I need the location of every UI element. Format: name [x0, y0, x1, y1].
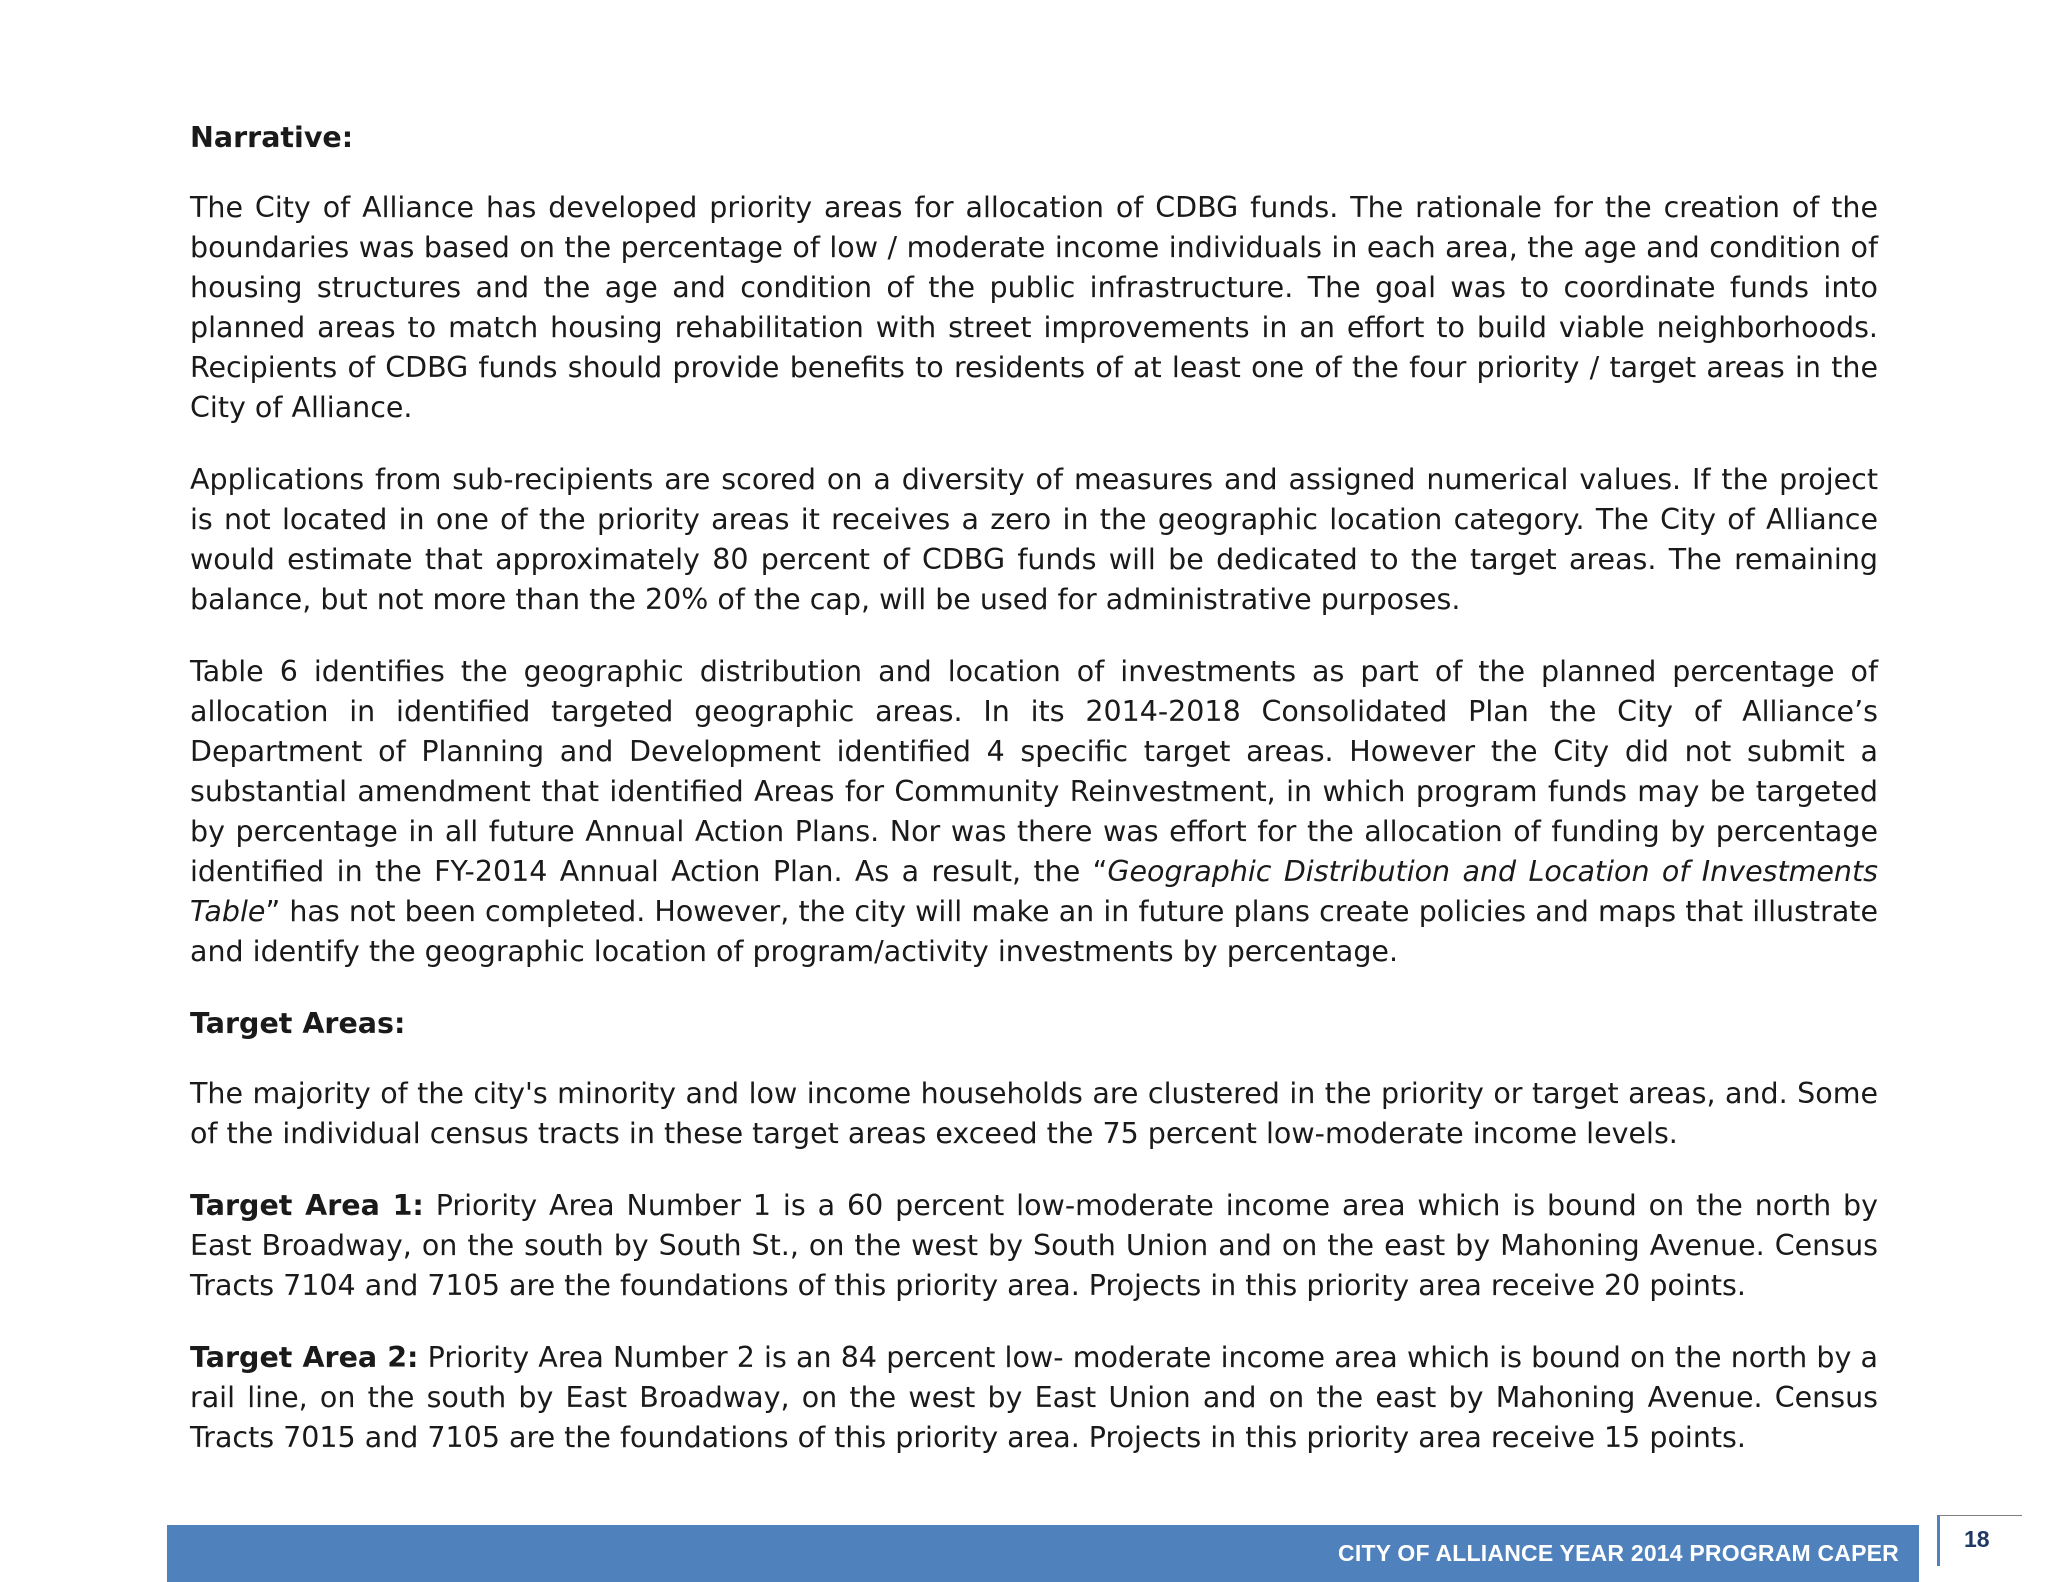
target-area-2-paragraph: [190, 1338, 1878, 1458]
target-area-1-paragraph: [190, 1186, 1878, 1306]
narrative-heading: Narrative:: [190, 121, 354, 154]
narrative-paragraph-3-text-end: ” has not been completed. However, the city will make an in future plans create policies and maps that illustrate and identify the geographic location of program/activity investments by percentage.: [190, 895, 1878, 968]
footer-title: CITY OF ALLIANCE YEAR 2014 PROGRAM CAPER: [1338, 1540, 1899, 1566]
narrative-paragraph-1: The City of Alliance has developed priority areas for allocation of CDBG funds. The rationale for the creation of the boundaries was based on the percentage of low / moderate income individuals in each area, the age and condition of housing structures and the age and condition of the public infrastructure. The goal was to coordinate funds into planned areas to match housing rehabilitation with street improvements in an effort to build viable neighborhoods. Recipients of CDBG funds should provide benefits to residents of at least one of the four priority / target areas in the City of Alliance.: [190, 191, 1878, 424]
narrative-paragraph-3: [190, 652, 1878, 972]
target-area-1-text: Priority Area Number 1 is a 60 percent low-moderate income area which is bound on the north by East Broadway, on the south by South St., on the west by South Union and on the east by Mahoning Avenue. Census Tracts 7104 and 7105 are the foundations of this priority area. Projects in this priority area receive 20 points.: [190, 1189, 1878, 1302]
table-title-italic: Geographic Distribution and Location of Investments Table: [190, 855, 1879, 928]
target-area-1-label: Target Area 1:: [190, 1189, 424, 1222]
document-body: [190, 118, 1878, 1490]
target-areas-intro: The majority of the city's minority and low income households are clustered in the priority or target areas, and. Some of the individual census tracts in these target areas exceed the 75 percent low-moderate income levels.: [190, 1077, 1878, 1150]
target-area-2-text: Priority Area Number 2 is an 84 percent low- moderate income area which is bound on the north by a rail line, on the south by East Broadway, on the west by East Union and on the east by Mahoning Avenue. Census Tracts 7015 and 7105 are the foundations of this priority area. Projects in this priority area receive 15 points.: [190, 1341, 1879, 1454]
narrative-paragraph-3-text: Table 6 identifies the geographic distribution and location of investments as part of the planned percentage of allocation in identified targeted geographic areas. In its 2014-2018 Consolidated Plan the City of Alliance’s Department of Planning and Development identified 4 specific target areas. However the City did not submit a substantial amendment that identified Areas for Community Reinvestment, in which program funds may be targeted by percentage in all future Annual Action Plans. Nor was there was effort for the allocation of funding by percentage identified in the FY-2014 Annual Action Plan. As a result, the “: [190, 655, 1878, 888]
page-number: 18: [1964, 1526, 1990, 1552]
page-number-box: [1937, 1515, 2022, 1566]
target-areas-heading: Target Areas:: [190, 1007, 406, 1040]
footer-bar: [167, 1525, 1919, 1582]
narrative-paragraph-2: Applications from sub-recipients are scored on a diversity of measures and assigned numerical values. If the project is not located in one of the priority areas it receives a zero in the geographic location category. The City of Alliance would estimate that approximately 80 percent of CDBG funds will be dedicated to the target areas. The remaining balance, but not more than the 20% of the cap, will be used for administrative purposes.: [190, 463, 1878, 616]
target-area-2-label: Target Area 2:: [190, 1341, 419, 1374]
